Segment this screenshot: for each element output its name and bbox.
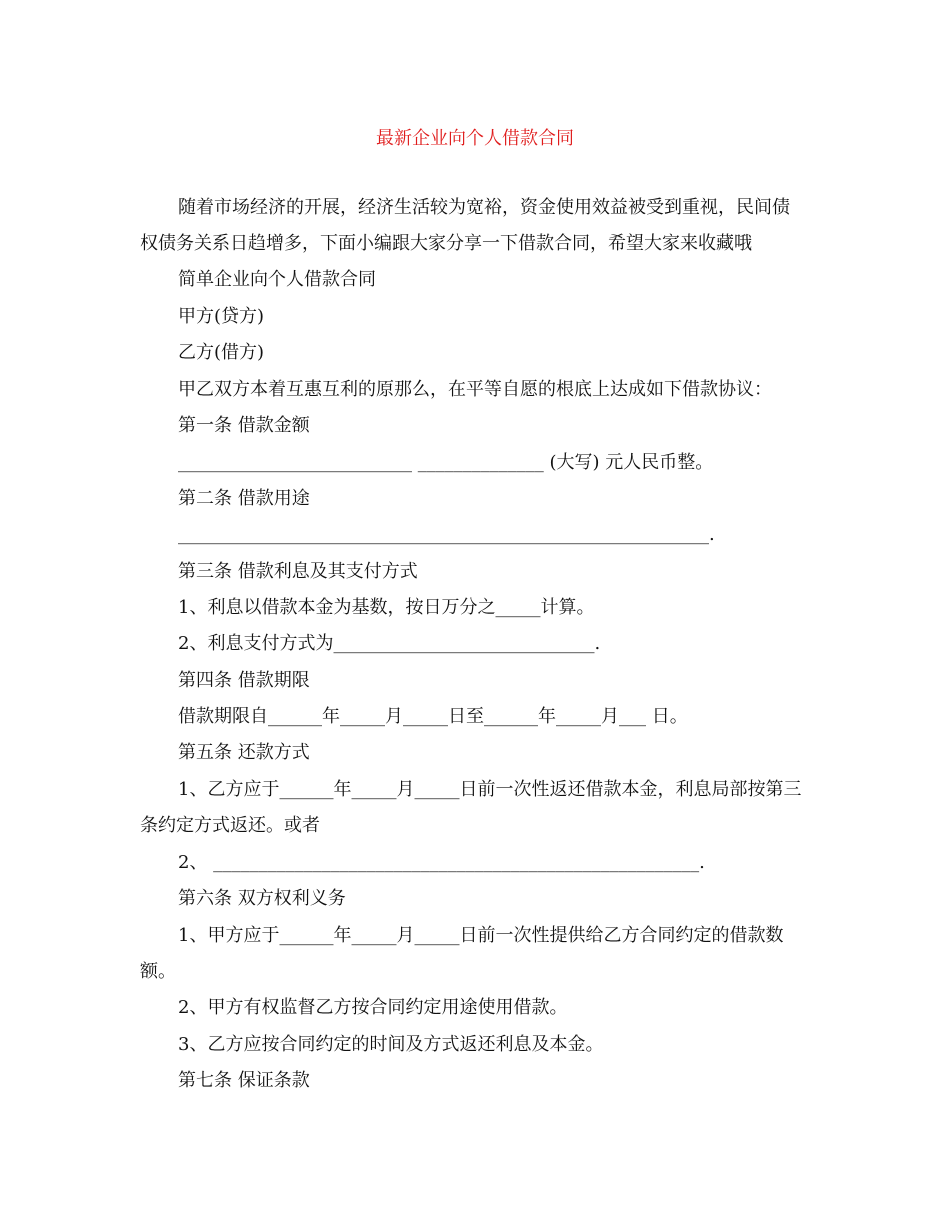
article-3-item-1: 1、利息以借款本金为基数，按日万分之_____计算。	[178, 597, 595, 618]
preamble-line: 甲乙双方本着互惠互利的原那么，在平等自愿的根底上达成如下借款协议：	[178, 379, 772, 400]
article-4-heading: 第四条 借款期限	[178, 670, 310, 691]
article-6-item-2: 2、甲方有权监督乙方按合同约定用途使用借款。	[178, 997, 568, 1018]
article-1-amount-blank: __________________________ ______________ (大写) 元人民币整。	[178, 452, 714, 473]
article-6-item-1: 1、甲方应于______年_____月_____日前一次性提供给乙方合同约定的借款数额。	[140, 925, 784, 982]
article-3-item-2: 2、利息支付方式为_____________________________.	[178, 633, 601, 654]
article-6-item-3: 3、乙方应按合同约定的时间及方式返还利息及本金。	[178, 1034, 604, 1055]
article-4-term-line: 借款期限自______年_____月_____日至______年_____月___ 日。	[178, 706, 688, 727]
article-5-heading: 第五条 还款方式	[178, 742, 310, 763]
article-2-purpose-blank: ___________________________________________________________.	[178, 524, 715, 545]
article-3-heading: 第三条 借款利息及其支付方式	[178, 561, 418, 582]
article-7-heading: 第七条 保证条款	[178, 1070, 310, 1091]
intro-paragraph: 随着市场经济的开展，经济生活较为宽裕，资金使用效益被受到重视，民间债权债务关系日趋增多，下面小编跟大家分享一下借款合同，希望大家来收藏哦	[140, 197, 790, 254]
document-title: 最新企业向个人借款合同	[376, 128, 574, 149]
party-b-line: 乙方(借方)	[178, 342, 265, 363]
article-6-heading: 第六条 双方权利义务	[178, 888, 346, 909]
contract-heading: 简单企业向个人借款合同	[178, 269, 376, 290]
party-a-line: 甲方(贷方)	[178, 306, 265, 327]
article-1-heading: 第一条 借款金额	[178, 415, 310, 436]
article-5-item-1: 1、乙方应于______年_____月_____日前一次性返还借款本金，利息局部按第三条约定方式返还。或者	[140, 779, 802, 836]
article-5-item-2: 2、 ______________________________________________________.	[178, 852, 705, 873]
article-2-heading: 第二条 借款用途	[178, 488, 310, 509]
